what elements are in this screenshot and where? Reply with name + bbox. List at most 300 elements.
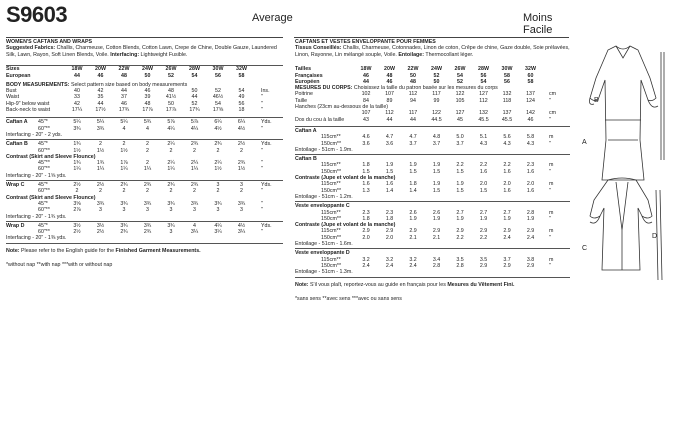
- cell: 4: [193, 222, 196, 229]
- cell: 1.4: [385, 187, 394, 194]
- cell: 46: [363, 72, 369, 79]
- cell: 2: [122, 188, 126, 195]
- cell: 3: [169, 229, 173, 236]
- yardage-row-unit: ": [261, 229, 263, 236]
- cell: 4½: [237, 222, 246, 229]
- cell: 48: [121, 72, 127, 79]
- cell: 2.2: [479, 234, 488, 241]
- cell: 5.6: [503, 134, 511, 141]
- cell: 2.4: [503, 234, 511, 241]
- cell: 1.9: [479, 215, 488, 222]
- cell: 137: [502, 110, 512, 117]
- cell: 44: [386, 116, 393, 123]
- interfacing-lead: Interfacing:: [108, 51, 140, 58]
- cell: 44: [121, 88, 127, 95]
- cell: 2.9: [479, 262, 488, 269]
- cell: 4¼: [167, 125, 175, 132]
- contraste-row-unit: ": [549, 234, 551, 241]
- french-label: Françaises: [295, 72, 323, 79]
- cell: 2.0: [362, 234, 370, 241]
- note-lead-fr: Note:: [295, 281, 309, 288]
- cell: 39: [144, 94, 151, 101]
- hanches-row-unit: cm: [549, 110, 557, 117]
- entoilage-row: [295, 194, 570, 200]
- cell: 1.5: [456, 168, 464, 175]
- cell: 2.2: [456, 234, 464, 241]
- cell: 2: [99, 188, 102, 195]
- contraste-row-unit: m: [549, 228, 554, 235]
- cell: 35: [97, 94, 104, 101]
- cell: 2.3: [526, 162, 535, 169]
- cell: 41½: [165, 94, 177, 101]
- cell: 102: [361, 91, 371, 98]
- cell: 2.0: [385, 234, 394, 241]
- cell: 52: [191, 100, 198, 107]
- cell: 1.6: [526, 187, 535, 194]
- yardage-row-label: Caftan B: [6, 141, 28, 148]
- cell: 2½: [96, 182, 105, 189]
- cell: 54: [457, 72, 463, 79]
- cell: 4: [122, 125, 126, 132]
- cell: 2.9: [503, 262, 511, 269]
- cell: 1.5: [362, 168, 370, 175]
- label-a: A: [582, 139, 587, 146]
- cell: 52: [457, 78, 463, 85]
- cell: 32W: [236, 66, 247, 73]
- cell: 2¾: [120, 229, 128, 236]
- cell: 1.8: [362, 215, 370, 222]
- fabric-width: 45"*: [38, 141, 48, 148]
- interfacing-row: [6, 214, 283, 220]
- note-lead: Note:: [6, 247, 20, 254]
- cell: 3: [122, 207, 126, 214]
- body-row-label: Waist: [6, 94, 20, 101]
- contrast-row-unit: ": [261, 200, 263, 207]
- cell: 5⅞: [190, 119, 199, 126]
- cell: 1¼: [73, 166, 81, 173]
- cell: 1¼: [143, 166, 152, 173]
- entoilage-row-label: Entoilage - 51cm - 1.6m.: [295, 241, 353, 248]
- cell: 28W: [189, 66, 200, 73]
- cell: 2¾: [120, 182, 128, 189]
- yardage-row-fr-unit: m: [549, 209, 554, 216]
- cell: 127: [479, 91, 488, 98]
- cell: 122: [432, 110, 441, 117]
- cell: 3¾: [143, 222, 152, 229]
- cell: 58: [504, 72, 510, 79]
- fabric-width: 45"*: [38, 119, 48, 126]
- note-bold-fr: Mesures du Vêtement Fini.: [447, 281, 515, 288]
- cell: 1¼: [96, 166, 105, 173]
- note-text: Please refer to the English guide for the: [19, 247, 116, 254]
- cell: 52: [168, 72, 174, 79]
- cell: 2.4: [526, 234, 535, 241]
- cell: 6¼: [237, 119, 246, 126]
- interfacing-row: [6, 235, 283, 241]
- sizes-label-fr: Tailles: [295, 66, 312, 73]
- rule-en: [6, 37, 283, 38]
- cell: 122: [455, 91, 465, 98]
- cell: 45: [457, 116, 463, 123]
- european-label: European: [6, 72, 31, 79]
- cell: 112: [385, 110, 394, 117]
- interfacing-row-label: Interfacing - 20" - 2 yds.: [6, 131, 63, 138]
- cell: 4.8: [432, 134, 441, 141]
- view-heading-fr-label: Caftan A: [295, 127, 317, 134]
- fabric-width: 45"**: [38, 160, 50, 167]
- cell: 2.9: [432, 228, 441, 235]
- interfacing-text: Lightweight Fusible.: [139, 51, 188, 58]
- cell: 5.0: [456, 134, 464, 141]
- cell: 5¼: [96, 119, 105, 126]
- footnote-text: *without nap **with nap ***with or without nap: [6, 262, 113, 269]
- yardage-row-fr-unit: ": [549, 262, 551, 269]
- cell: 45.5: [478, 116, 489, 123]
- yardage-row-fr-unit: ": [549, 215, 551, 222]
- cell: 2¼: [190, 160, 199, 167]
- fabric-width-fr: 115cm**: [321, 209, 341, 216]
- cell: 2: [216, 147, 220, 154]
- cell: 56: [504, 78, 510, 85]
- cell: 2¾: [167, 182, 175, 189]
- cell: 3.4: [432, 256, 441, 263]
- cell: 3⅝: [73, 200, 81, 207]
- fabric-width-fr: 115cm**: [321, 181, 341, 188]
- cell: 44.5: [431, 116, 442, 123]
- body-row-fr-unit: ": [549, 97, 551, 104]
- cell: 1.5: [479, 187, 488, 194]
- cell: 1.9: [409, 162, 417, 169]
- cell: 22W: [118, 66, 130, 73]
- cell: 4.3: [479, 140, 488, 147]
- cell: 112: [479, 97, 488, 104]
- cell: 1.9: [456, 181, 464, 188]
- cell: 1.5: [409, 168, 417, 175]
- cell: 46: [144, 88, 151, 95]
- cell: 1.5: [385, 168, 394, 175]
- cell: 26W: [454, 66, 466, 73]
- cell: 2½: [237, 141, 246, 148]
- cell: 3: [99, 207, 102, 214]
- cell: 3.7: [456, 140, 464, 147]
- cell: 5.8: [526, 134, 535, 141]
- cell: 3.7: [503, 256, 511, 263]
- body-row-unit: ": [261, 100, 263, 107]
- cell: 2.0: [479, 181, 488, 188]
- cell: 4.6: [362, 134, 370, 141]
- cell: 2¾: [237, 160, 246, 167]
- fabric-width-fr: 150cm**: [321, 215, 342, 222]
- cell: 5.1: [479, 134, 488, 141]
- cell: 2.6: [409, 209, 417, 216]
- cell: 33: [74, 94, 80, 101]
- fabric-width-fr: 115cm**: [321, 228, 341, 235]
- fabric-width-fr: 115cm**: [321, 134, 341, 141]
- cell: 3: [216, 182, 220, 189]
- note-line-fr: [295, 282, 570, 288]
- cell: 2¾: [143, 229, 152, 236]
- cell: 3.6: [385, 140, 394, 147]
- entoilage-row-label: Entoilage - 51cm - 1.2m.: [295, 193, 353, 200]
- french-column: [295, 39, 570, 302]
- cell: 30W: [212, 66, 224, 73]
- cell: 49: [238, 94, 245, 101]
- cell: 50: [168, 100, 174, 107]
- cell: 60: [527, 72, 534, 79]
- cell: 1.6: [526, 168, 535, 175]
- cell: 17⅞: [165, 107, 177, 114]
- header-fr: [295, 2, 567, 36]
- cell: 2¾: [190, 141, 199, 148]
- cell: 54: [215, 100, 221, 107]
- cell: 22W: [407, 66, 419, 73]
- cell: 5¾: [143, 119, 152, 126]
- cell: 3¾: [167, 200, 175, 207]
- body-note-fr: Choisissez la taille du patron basée sur les mesures du corps: [352, 85, 498, 92]
- body-row-fr-unit: cm: [549, 91, 557, 98]
- cell: 2.8: [456, 262, 464, 269]
- cell: 3¾: [143, 200, 152, 207]
- cell: 45.5: [501, 116, 513, 123]
- cell: 44: [74, 72, 80, 79]
- cell: 1¾: [73, 141, 81, 148]
- cell: 3.7: [409, 140, 417, 147]
- cell: 4¼: [190, 125, 199, 132]
- fabric-width: 45"*: [38, 222, 48, 229]
- fabrics-text: Challis, Charmeuse, Cotton Blends, Cotton Lawn, Crepe de Chine, Double Gauze, Laundered Silk, Lawn, Rayon, Soft Linen Blends, Voile.: [6, 45, 277, 58]
- yardage-row-unit: Yds.: [261, 119, 272, 126]
- cell: 2: [240, 188, 243, 195]
- cell: 46: [121, 100, 127, 107]
- interfacing-row-label: Interfacing - 20" - 1⅜ yds.: [6, 235, 67, 242]
- cell: 3.2: [385, 256, 394, 263]
- cell: 1.9: [503, 215, 511, 222]
- note-bold: Finished Garment Measurements.: [115, 247, 201, 254]
- cell: 1.6: [362, 181, 370, 188]
- cell: 1.9: [409, 215, 417, 222]
- cell: 3¾: [73, 125, 81, 132]
- cell: 56: [480, 72, 487, 79]
- cell: 2.0: [503, 181, 511, 188]
- cell: 17¾: [189, 107, 200, 114]
- cell: 3.2: [409, 256, 417, 263]
- cell: 42: [97, 88, 104, 95]
- cell: 2.7: [456, 209, 464, 216]
- cell: 5¼: [73, 119, 81, 126]
- cell: 1.9: [432, 215, 441, 222]
- footnote: [6, 262, 283, 268]
- entoilage-row-label: Entoilage - 51cm - 1.3m.: [295, 269, 353, 276]
- entoilage-row: [295, 147, 570, 153]
- cell: 42: [74, 100, 80, 107]
- entoilage-row: [295, 269, 570, 275]
- cell: 37: [121, 94, 127, 101]
- cell: 118: [502, 97, 512, 104]
- cell: 2: [146, 188, 149, 195]
- cell: 89: [386, 97, 393, 104]
- cell: 17½: [95, 107, 106, 114]
- divider: [6, 117, 283, 118]
- interfacing-text-fr: Thermocollant léger.: [423, 51, 474, 58]
- fabric-width: 60"**: [38, 229, 50, 236]
- cell: 1¼: [190, 166, 199, 173]
- cell: 1½: [237, 166, 246, 173]
- fabric-width-fr: 115cm**: [321, 162, 341, 169]
- cell: 1.5: [432, 187, 441, 194]
- cell: 132: [479, 110, 488, 117]
- cell: 3½: [96, 222, 105, 229]
- cell: 3: [240, 207, 243, 214]
- cell: 1¾: [73, 160, 81, 167]
- yardage-row-unit: ": [261, 188, 263, 195]
- cell: 84: [363, 97, 369, 104]
- fabric-width: 60"**: [38, 207, 50, 214]
- european-row: [6, 73, 283, 79]
- cell: 1.6: [503, 187, 511, 194]
- cell: 2.7: [479, 209, 488, 216]
- cell: 48: [386, 72, 393, 79]
- cell: 2: [216, 188, 220, 195]
- cell: 17¼: [71, 107, 83, 114]
- cell: 52: [433, 72, 440, 79]
- fabric-width-fr: 150cm**: [321, 168, 342, 175]
- interfacing-row: [6, 173, 283, 179]
- fabric-width: 60"**: [38, 166, 50, 173]
- wrap-cd-drawing: [590, 178, 662, 280]
- cell: 2⅞: [73, 207, 81, 214]
- rule-fr: [294, 37, 569, 38]
- cell: 117: [408, 110, 418, 117]
- cell: 3: [146, 207, 149, 214]
- cell: 1.9: [456, 215, 464, 222]
- note-line: [6, 248, 283, 254]
- cell: 1.4: [409, 187, 417, 194]
- cell: 48: [410, 78, 416, 85]
- cell: 17¾: [118, 107, 130, 114]
- cell: 3¾: [190, 200, 199, 207]
- cell: 56: [238, 100, 245, 107]
- cell: 1.9: [432, 181, 441, 188]
- divider: [295, 154, 570, 155]
- cell: 4.3: [526, 140, 535, 147]
- body-note: Select pattern size based on body measurements: [69, 81, 188, 88]
- cell: 1½: [96, 147, 105, 154]
- cell: 1.6: [503, 168, 511, 175]
- divider: [295, 277, 570, 278]
- label-d: D: [652, 233, 658, 240]
- cell: 3¾: [120, 222, 128, 229]
- contrast-row-unit: ": [261, 207, 263, 214]
- cell: 127: [455, 110, 465, 117]
- divider: [295, 248, 570, 249]
- yardage-row-label: Caftan A: [6, 119, 28, 126]
- interfacing-row-label: Interfacing - 20" - 1¾ yds.: [6, 213, 67, 220]
- cell: 2¾: [143, 182, 152, 189]
- fabric-width: 60"**: [38, 125, 50, 132]
- cell: 48: [144, 100, 151, 107]
- cell: 2½: [73, 182, 81, 189]
- cell: 2.9: [479, 228, 488, 235]
- fabric-width: 60"**: [38, 188, 50, 195]
- body-row-fr-label: Poitrine: [295, 91, 313, 98]
- cell: 17⅝: [212, 107, 224, 114]
- cell: 3¾: [120, 200, 128, 207]
- cell: 2.8: [526, 209, 535, 216]
- cell: 1.3: [362, 187, 370, 194]
- note-text-fr: S'il vous plaît, reportez-vous au guide en français pour les: [308, 281, 448, 288]
- cell: 2: [99, 141, 102, 148]
- cell: 1.8: [385, 215, 394, 222]
- cell: 2.6: [432, 209, 441, 216]
- entoilage-row: [295, 241, 570, 247]
- cell: 137: [526, 91, 535, 98]
- contraste-row-unit: ": [549, 187, 551, 194]
- cell: 26W: [165, 66, 177, 73]
- cell: 142: [526, 110, 535, 117]
- cell: 54: [480, 78, 487, 85]
- cell: 2.9: [409, 228, 417, 235]
- cell: 4½: [237, 125, 246, 132]
- cell: 50: [433, 78, 440, 85]
- body-row-fr-label: Taille: [295, 97, 308, 104]
- fabric-width-fr: 150cm**: [321, 140, 342, 147]
- cell: 1.5: [432, 168, 441, 175]
- cell: 18W: [71, 66, 83, 73]
- cell: 44: [97, 100, 104, 107]
- cell: 1.9: [526, 215, 535, 222]
- yardage-row-unit: Yds.: [261, 182, 272, 189]
- cell: 28W: [478, 66, 489, 73]
- body-title: BODY MEASUREMENTS:: [6, 81, 70, 88]
- cell: 2: [75, 188, 79, 195]
- cell: 3¾: [96, 200, 105, 207]
- cell: 1.9: [432, 162, 441, 169]
- cell: 1.6: [385, 181, 394, 188]
- cell: 2.4: [362, 262, 370, 269]
- cell: 2: [146, 160, 149, 167]
- fabrics-paragraph: [6, 45, 283, 64]
- cell: 105: [455, 97, 465, 104]
- cell: 3.7: [432, 140, 441, 147]
- cell: 46: [527, 116, 534, 123]
- cell: 1.5: [456, 187, 464, 194]
- yardage-row-unit: Yds.: [261, 222, 272, 229]
- cell: 3¼: [237, 229, 246, 236]
- body-row-label: Hip-9" below waist: [6, 100, 50, 107]
- cell: 2.9: [503, 228, 511, 235]
- yardage-table: [6, 117, 283, 243]
- cell: 46½: [212, 94, 224, 101]
- cell: 44: [363, 78, 369, 85]
- fabric-width: 60"**: [38, 147, 50, 154]
- cell: 3¾: [214, 200, 222, 207]
- cell: 2: [193, 188, 196, 195]
- cell: 2¾: [214, 141, 222, 148]
- cell: 6¼: [214, 119, 222, 126]
- fabric-width-fr: 150cm**: [321, 187, 342, 194]
- yardage-row-label: Wrap C: [6, 182, 25, 189]
- fabrics-paragraph-fr: [295, 45, 570, 64]
- cell: 52: [215, 88, 221, 95]
- cell: 2: [169, 188, 173, 195]
- fabrics-lead-fr: Tissus Conseillés:: [295, 45, 342, 52]
- cell: 4.7: [409, 134, 417, 141]
- contrast-heading-label: Contrast (Skirt and Sleeve Flounce): [6, 194, 96, 201]
- contraste-heading-label: Contraste (Jupe et volant de la manche): [295, 222, 396, 229]
- dos-row-label: Dos du cou à la taille: [295, 116, 345, 123]
- dos-row: [295, 117, 570, 123]
- yardage-row-unit: Yds.: [261, 141, 272, 148]
